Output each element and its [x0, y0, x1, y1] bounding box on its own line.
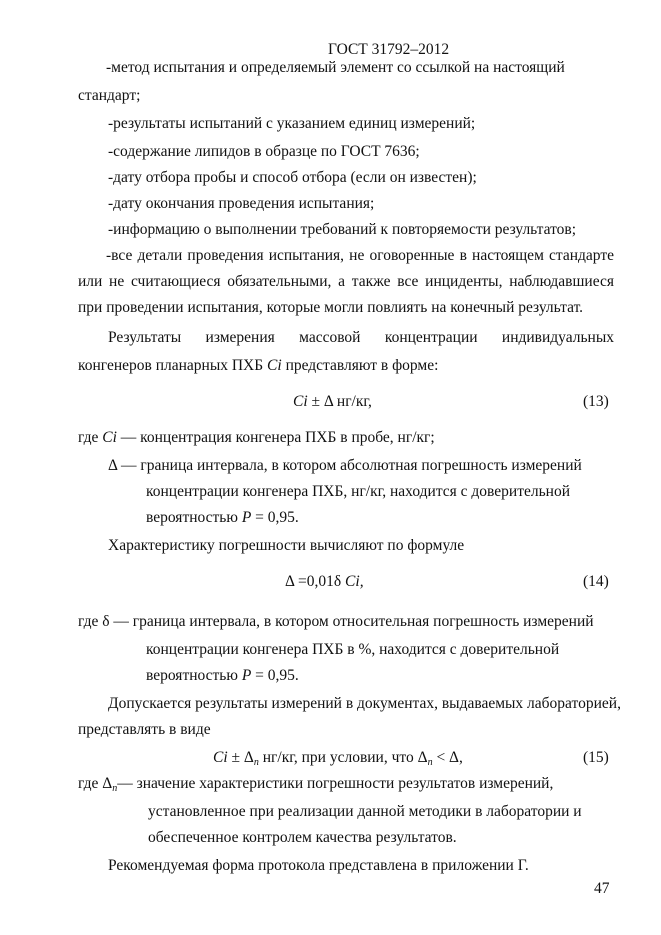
equation-13	[293, 392, 372, 412]
subscript-n: n	[427, 757, 433, 768]
text: где Δ	[78, 775, 113, 792]
variable-ci: Ci	[102, 429, 117, 446]
text: вероятностью	[146, 509, 242, 526]
list-item-results: -результаты испытаний с указанием единиц измерений;	[108, 115, 476, 132]
text: нг/кг, при условии, что Δ	[258, 749, 428, 766]
list-item-sampling: -дату отбора пробы и способ отбора (если он известен);	[108, 169, 477, 186]
variable-p: P	[241, 509, 252, 526]
text: представляют в форме:	[281, 357, 439, 374]
subscript-n: n	[112, 783, 118, 794]
equation-number-14: (14)	[583, 573, 609, 590]
paragraph-allowed-line-1: Допускается результаты измерений в документах, выдаваемых лабораторией,	[108, 695, 621, 712]
variable-p: P	[241, 667, 252, 684]
where-delta-line: Δ — граница интервала, в котором абсолютная погрешность измерений	[108, 457, 582, 474]
list-item-details-1: -все детали проведения испытания, не оговоренные в настоящем стандарте	[106, 247, 614, 264]
equation-expression: Δ =0,01δ	[285, 573, 346, 590]
where-delta-n-cont-2: обеспеченное контролем качества результатов.	[148, 829, 457, 846]
equation-expression: ± Δ нг/кг,	[307, 393, 372, 410]
where-delta-relative-line: где δ — граница интервала, в котором относительная погрешность измерений	[78, 613, 594, 630]
text: — концентрация конгенера ПХБ в пробе, нг/кг;	[116, 429, 435, 446]
where-delta-n-cont: установленное при реализации данной методики в лаборатории и	[148, 803, 582, 820]
paragraph-allowed-line-2: представлять в виде	[78, 721, 211, 738]
list-item-end-date: -дату окончания проведения испытания;	[108, 195, 375, 212]
where-delta-probability	[146, 508, 299, 528]
equation-14	[285, 572, 364, 592]
page-header: ГОСТ 31792–2012	[328, 41, 450, 58]
list-item-lipids: -содержание липидов в образце по ГОСТ 7636;	[108, 143, 420, 160]
paragraph-results-line-1: Результаты измерения массовой концентрации индивидуальных	[108, 329, 614, 346]
variable-ci: Ci	[213, 749, 228, 766]
list-item-method: -метод испытания и определяемый элемент со ссылкой на настоящий	[106, 59, 565, 76]
text: = 0,95.	[251, 667, 299, 684]
variable-ci: Ci,	[345, 573, 364, 590]
list-item-repeatability: -информацию о выполнении требований к повторяемости результатов;	[108, 221, 577, 238]
text: — значение характеристики погрешности результатов измерений,	[117, 775, 554, 792]
list-item-details-2: или не считающиеся обязательными, а также все инциденты, наблюдавшиеся	[78, 273, 614, 290]
equation-number-13: (13)	[583, 393, 609, 410]
where-delta-relative-cont: концентрации конгенера ПХБ в %, находится с доверительной	[146, 641, 560, 658]
list-item-details-3: при проведении испытания, которые могли повлиять на конечный результат.	[78, 299, 584, 316]
where-delta-n-line	[78, 774, 553, 799]
variable-ci: Ci	[293, 393, 308, 410]
equation-number-15: (15)	[583, 749, 609, 766]
text: вероятностью	[146, 667, 242, 684]
paragraph-results-line-2	[78, 356, 438, 376]
where-delta-cont: концентрации конгенера ПХБ, нг/кг, находится с доверительной	[146, 483, 571, 500]
page-number: 47	[594, 880, 610, 897]
where-ci-line	[78, 428, 435, 448]
text: конгенеров планарных ПХБ	[78, 357, 268, 374]
equation-15	[213, 748, 463, 773]
paragraph-error-formula: Характеристику погрешности вычисляют по формуле	[108, 537, 465, 554]
text: = 0,95.	[251, 509, 299, 526]
text: < Δ,	[432, 749, 463, 766]
text: где	[78, 429, 103, 446]
list-item-method-cont: стандарт;	[78, 87, 141, 104]
paragraph-protocol: Рекомендуемая форма протокола представлена в приложении Г.	[108, 857, 529, 874]
text: ± Δ	[227, 749, 254, 766]
where-delta-relative-probability	[146, 666, 299, 686]
subscript-n: n	[253, 757, 259, 768]
variable-ci: Ci	[267, 357, 282, 374]
